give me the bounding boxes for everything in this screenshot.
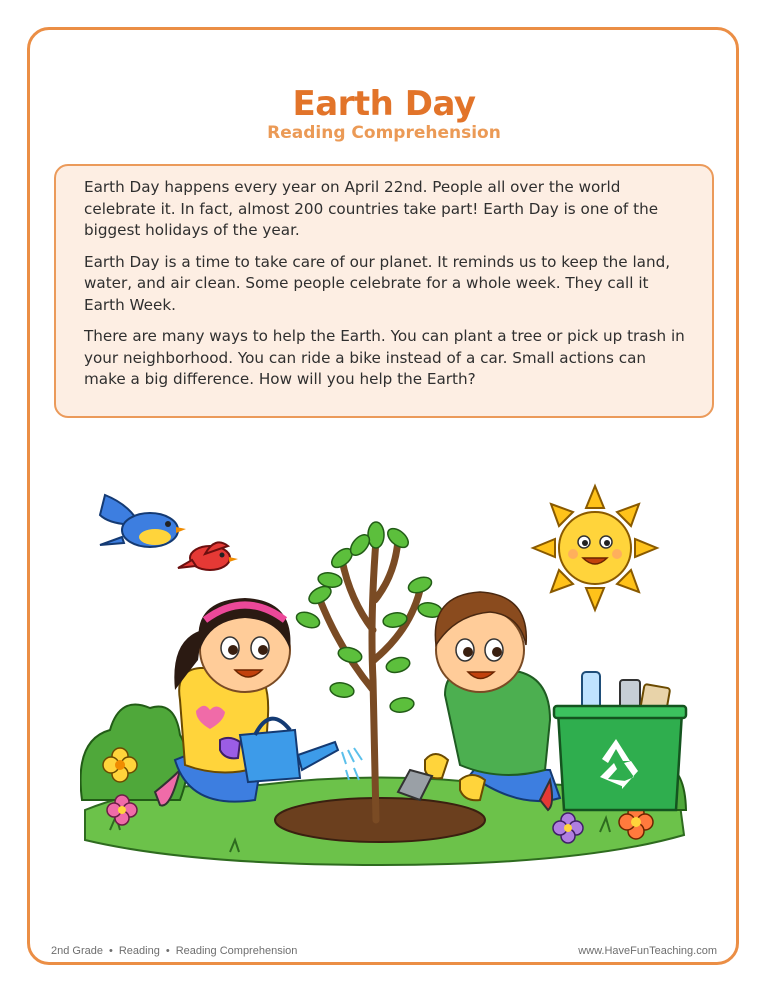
recycling-bin-icon	[554, 672, 686, 810]
sun-icon	[533, 486, 657, 610]
boy-with-trowel	[398, 592, 560, 810]
bullet-separator: •	[165, 945, 170, 957]
reading-passage	[54, 164, 714, 418]
footer-breadcrumb	[51, 945, 297, 957]
page-title: Earth Day	[292, 84, 476, 124]
bullet-separator: •	[108, 945, 113, 957]
footer-website: www.HaveFunTeaching.com	[578, 945, 717, 957]
passage-paragraph-3: There are many ways to help the Earth. You can plant a tree or pick up trash in your neighborhood. You can ride a bike instead of a car. Small actions can make a big difference. How will you help the Earth?	[84, 327, 685, 388]
passage-paragraph-2: Earth Day is a time to take care of our planet. It reminds us to keep the land, water, and air clean. Some people celebrate for a whole week. They call it Earth Week.	[84, 252, 671, 314]
earth-day-illustration	[80, 480, 690, 880]
footer-grade: 2nd Grade	[51, 945, 103, 957]
watering-can-icon	[240, 719, 362, 782]
soil-mound	[275, 798, 485, 842]
page-subtitle: Reading Comprehension	[267, 123, 501, 143]
passage-paragraph-1: Earth Day happens every year on April 22nd. People all over the world celebrate it. In fact, almost 200 countries take part! Earth Day is one of the biggest holidays of the year.	[84, 178, 659, 239]
footer-topic: Reading Comprehension	[175, 945, 298, 957]
red-bird-icon	[178, 542, 238, 570]
blue-bird-icon	[100, 495, 186, 547]
footer-subject: Reading	[118, 945, 160, 957]
